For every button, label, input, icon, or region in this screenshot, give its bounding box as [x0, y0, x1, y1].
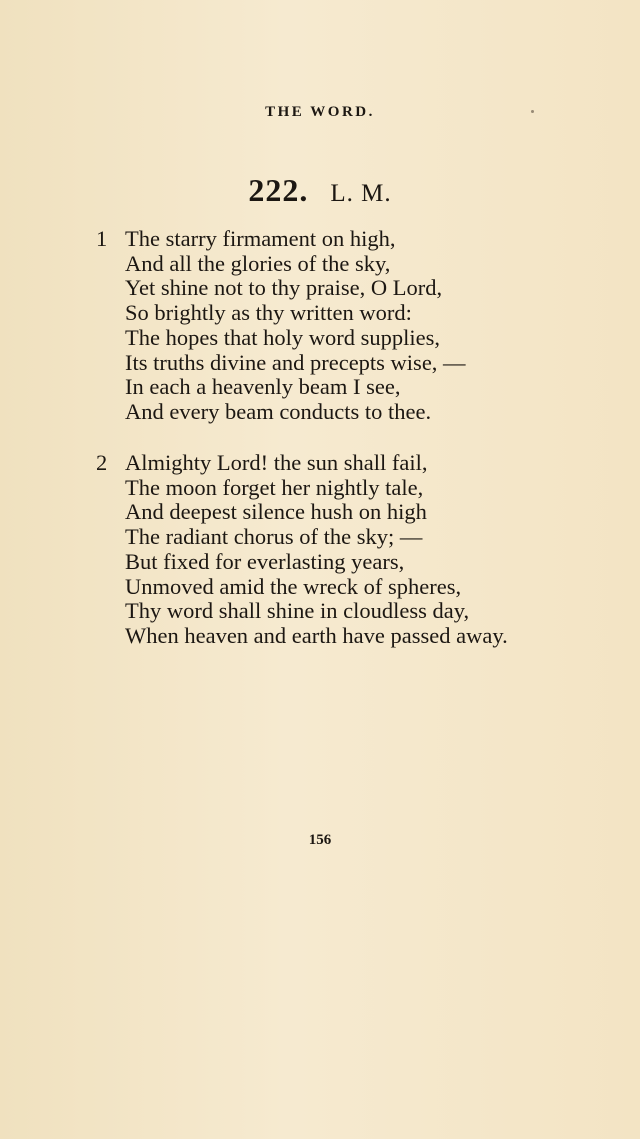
page-number: 156 — [308, 832, 332, 848]
verse-line: The moon forget her nightly tale, — [125, 474, 424, 500]
verse-line: And every beam conducts to thee. — [125, 398, 432, 424]
hymn-number: 222. — [248, 172, 309, 208]
verse-line: And deepest silence hush on high — [125, 499, 427, 525]
verse-line: In each a heavenly beam I see, — [125, 374, 401, 400]
stanza-lines — [125, 227, 615, 425]
verse-line: But fixed for everlasting years, — [125, 548, 405, 574]
verse-number: 1 — [96, 226, 108, 251]
hymn-meter: L. M. — [330, 180, 392, 207]
verse-line: Unmoved amid the wreck of spheres, — [125, 573, 462, 599]
verse-line: The starry firmament on high, — [125, 226, 396, 251]
hymn-heading — [0, 172, 640, 209]
verse-line: Yet shine not to thy praise, O Lord, — [125, 275, 443, 301]
verse-line: And all the glories of the sky, — [125, 250, 391, 276]
verse-line: When heaven and earth have passed away. — [125, 622, 508, 648]
verse-line: The hopes that holy word supplies, — [125, 324, 440, 350]
verse-line: The radiant chorus of the sky; — — [125, 524, 423, 550]
verse-line: So brightly as thy written word: — [125, 300, 412, 326]
verse-line: Almighty Lord! the sun shall fail, — [125, 450, 428, 475]
verse-number: 2 — [96, 450, 108, 475]
verse-line: Thy word shall shine in cloudless day, — [125, 598, 470, 624]
running-header: THE WORD. — [265, 104, 375, 120]
verse-line: Its truths divine and precepts wise, — — [125, 349, 466, 375]
stanza-lines — [125, 451, 615, 649]
